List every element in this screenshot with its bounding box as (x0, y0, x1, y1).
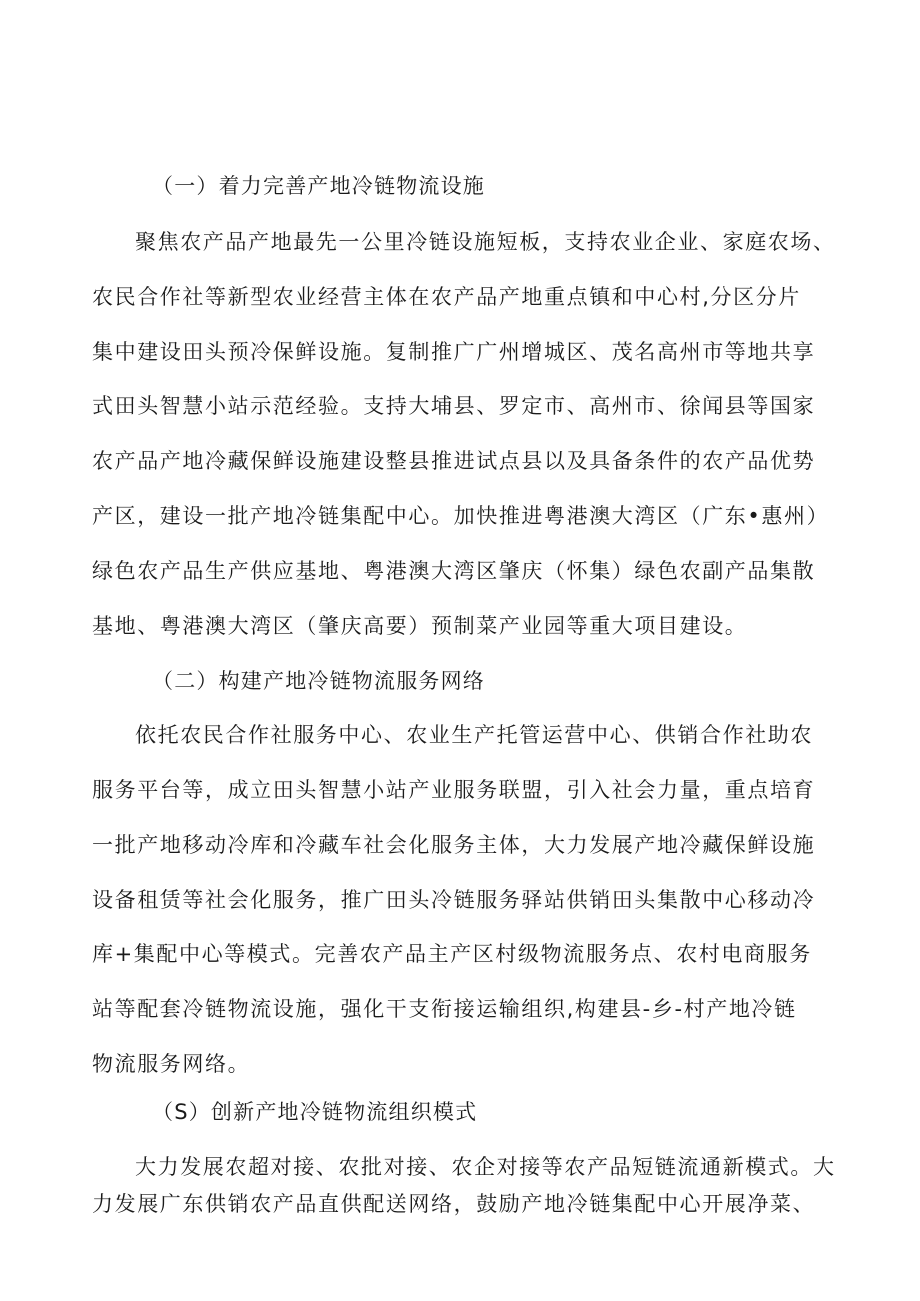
paragraph-line: 力发展广东供销农产品直供配送网络，鼓励产地冷链集配中心开展净菜、 (92, 1192, 816, 1216)
paragraph-line: 库+集配中心等模式。完善农产品主产区村级物流服务点、农村电商服务 (92, 942, 812, 966)
section-3-heading: （S）创新产地冷链物流组织模式 (152, 1100, 478, 1124)
paragraph-line: 绿色农产品生产供应基地、粤港澳大湾区肇庆（怀集）绿色农副产品集散 (92, 559, 816, 583)
paragraph-line: 大力发展农超对接、农批对接、农企对接等农产品短链流通新模式。大 (135, 1155, 836, 1179)
paragraph-line: 依托农民合作社服务中心、农业生产托管运营中心、供销合作社助农 (135, 723, 813, 747)
section-2-heading: （二）构建产地冷链物流服务网络 (152, 669, 485, 693)
paragraph-line: 基地、粤港澳大湾区（肇庆高要）预制菜产业园等重大项目建设。 (92, 614, 748, 638)
paragraph-line: 农民合作社等新型农业经营主体在农产品产地重点镇和中心村,分区分片 (92, 285, 801, 309)
paragraph-line: 物流服务网络。 (92, 1052, 251, 1076)
paragraph-line: 农产品产地冷藏保鲜设施建设整县推进试点县以及具备条件的农产品优势 (92, 449, 816, 473)
paragraph-line: 式田头智慧小站示范经验。支持大埔县、罗定市、高州市、徐闻县等国家 (92, 394, 816, 418)
paragraph-line: 站等配套冷链物流设施，强化干支衔接运输组织,构建县-乡-村产地冷链 (92, 997, 797, 1021)
paragraph-line: 服务平台等，成立田头智慧小站产业服务联盟，引入社会力量，重点培育 (92, 778, 816, 802)
paragraph-line: 设备租赁等社会化服务，推广田头冷链服务驿站供销田头集散中心移动冷 (92, 888, 816, 912)
paragraph-line: 一批产地移动冷库和冷藏车社会化服务主体，大力发展产地冷藏保鲜设施 (92, 833, 816, 857)
paragraph-line: 集中建设田头预冷保鲜设施。复制推广广州增城区、茂名高州市等地共享 (92, 340, 816, 364)
paragraph-line: 聚焦农产品产地最先一公里冷链设施短板，支持农业企业、家庭农场、 (135, 230, 836, 254)
section-1-heading: （一）着力完善产地冷链物流设施 (152, 174, 485, 198)
paragraph-line: 产区，建设一批产地冷链集配中心。加快推进粤港澳大湾区（广东•惠州） (92, 504, 830, 528)
